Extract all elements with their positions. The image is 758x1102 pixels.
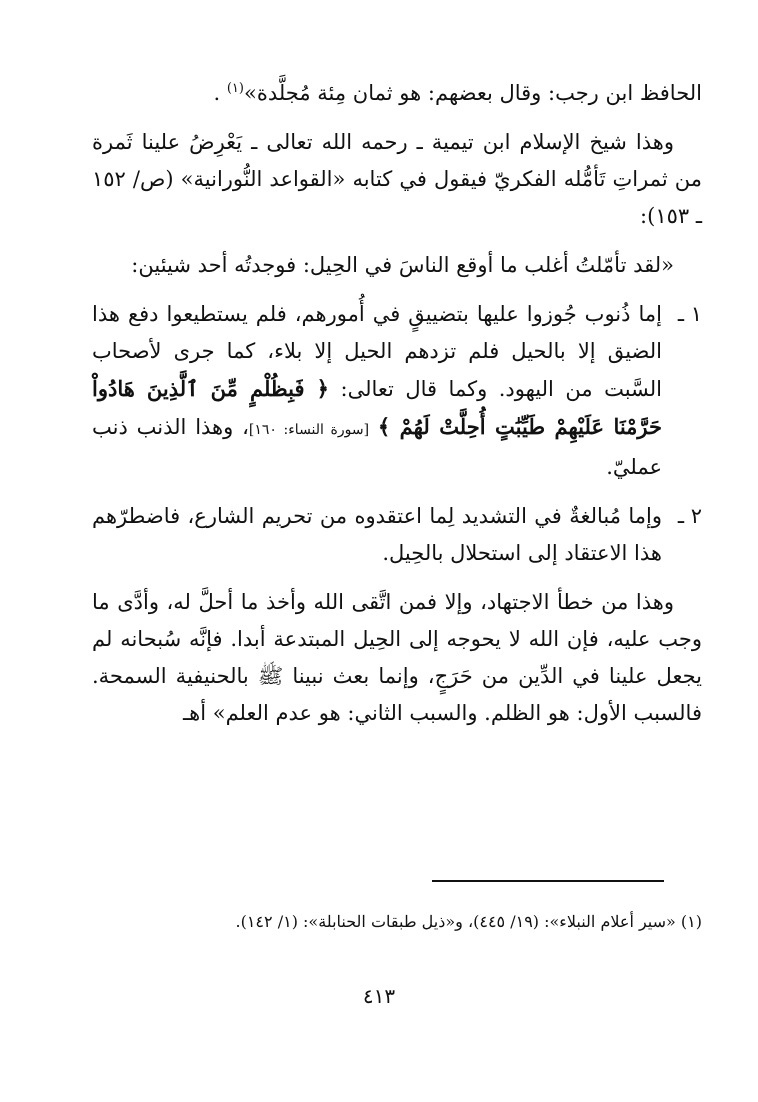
paragraph-2: وهذا شيخ الإسلام ابن تيمية ـ رحمه الله تعالى ـ يَعْرِضُ علينا ثَمرة من ثمراتِ تَأمُّله الفكريّ فيقول في كتابه «القواعد النُّورانية» (ص/ ١٥٢ ـ ١٥٣): [92, 130, 702, 228]
paragraph-1 [92, 70, 702, 112]
paragraph-4: وهذا من خطأ الاجتهاد، وإلا فمن اتَّقى الله وأخذ ما أحلَّ له، وأدَّى ما وجب عليه، فإن الله لا يحوجه إلى الحِيل المبتدعة أبدا. فإنَّه سُبحانه لم يجعل علينا في الدِّين من حَرَجٍ، وإنما بعث نبينا ﷺ بالحنيفية السمحة. فالسبب الأول: هو الظلم. والسبب الثاني: هو عدم العلم» أهـ [92, 590, 702, 725]
list-item-text-after: ، وهذا الذنب ذنب عمليّ. [92, 415, 662, 479]
footnote: (١) «سير أعلام النبلاء»: (١٩/ ٤٤٥)، و«ذيل طبقات الحنابلة»: (١/ ١٤٢). [235, 912, 702, 931]
list-item-text [92, 296, 662, 486]
list-item-text-before: إما ذُنوب جُوزوا عليها بتضييقٍ في أُمورهم، فلم يستطيعوا دفع هذا الضيق إلا بالحيل فلم تزدهم الحيل إلا بلاء، كما جرى لأصحاب السَّبت من اليهود. وكما قال تعالى: [92, 302, 663, 401]
footnote-marker: (١) [226, 81, 244, 96]
paragraph-3: «لقد تأمّلتُ أغلب ما أوقع الناسَ في الحِيل: فوجدتُه أحد شيئين: [131, 253, 674, 277]
list-item-number: ١ ـ [677, 302, 702, 326]
paragraph-1-text: الحافظ ابن رجب: وقال بعضهم: هو ثمان مِئة مُجلَّدة» [243, 81, 702, 105]
list-item-2 [92, 498, 702, 572]
verse-reference: [سورة النساء: ١٦٠] [248, 422, 370, 438]
quran-verse: ﴿ فَبِظُلْمٍ مِّنَ ٱلَّذِينَ هَادُواْ حَرَّمْنَا عَلَيْهِمْ طَيِّبَٰتٍ أُحِلَّتْ لَهُمْ ﴾ [92, 376, 662, 439]
list-item-text: وإما مُبالغةٌ في التشديد لِما اعتقدوه من تحريم الشارع، فاضطرّهم هذا الاعتقاد إلى استحلال بالحِيل. [92, 504, 662, 565]
list-item-number: ٢ ـ [677, 504, 702, 528]
list-item-1 [92, 296, 702, 486]
page-number: ٤١٣ [362, 984, 396, 1008]
paragraph-1-end: . [213, 81, 221, 105]
footnote-divider [432, 880, 664, 882]
main-text [92, 70, 702, 744]
